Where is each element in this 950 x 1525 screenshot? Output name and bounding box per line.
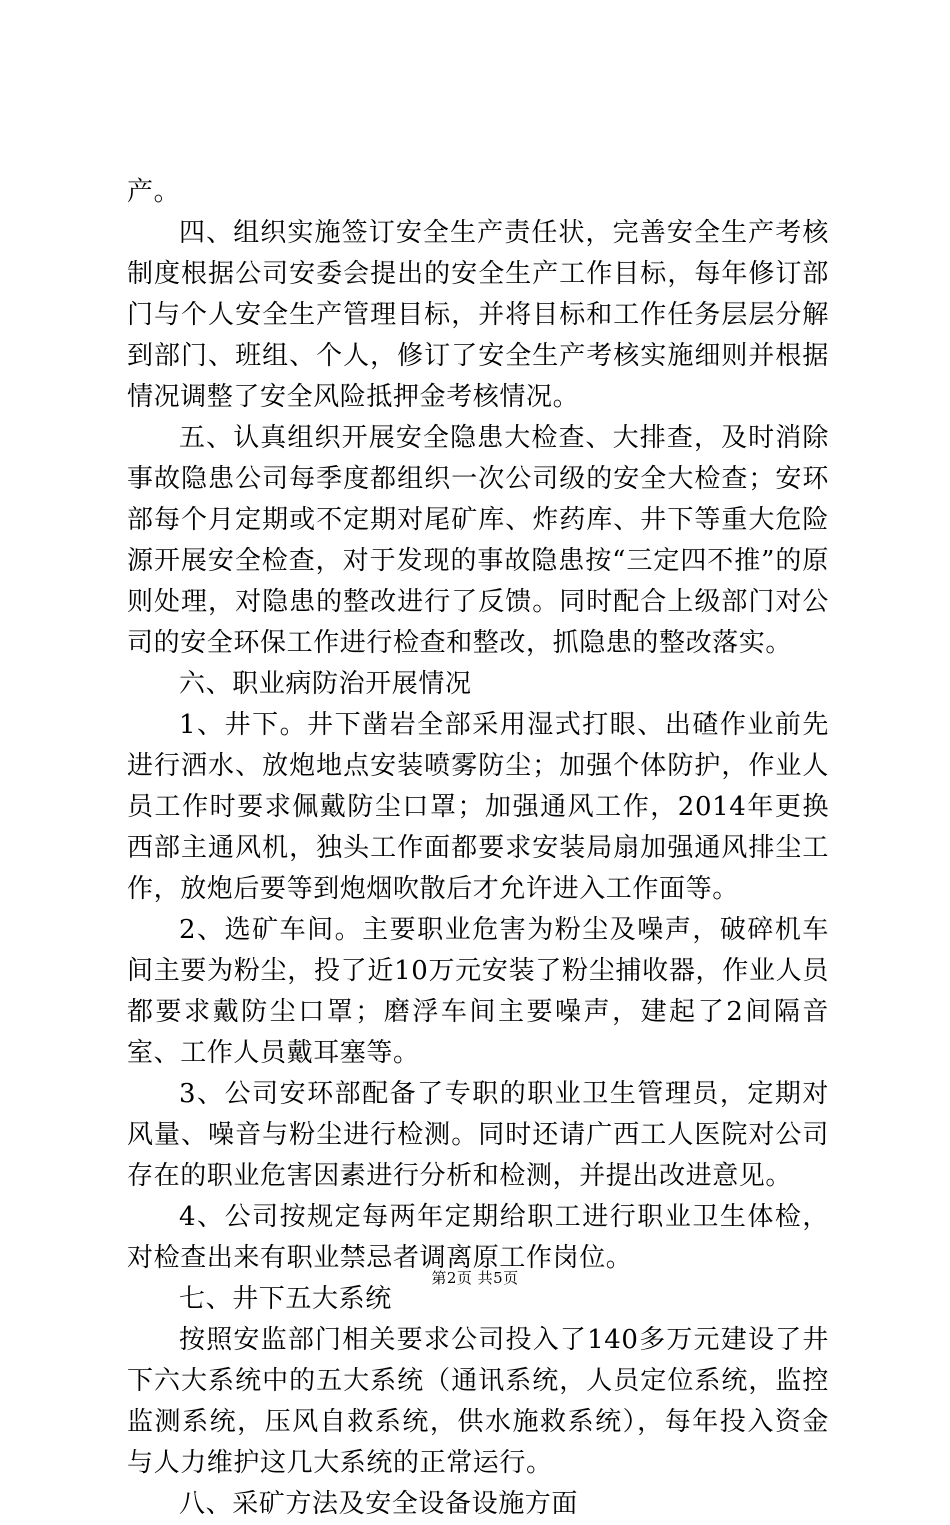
paragraph-item-2: 2、选矿车间。主要职业危害为粉尘及噪声，破碎机车间主要为粉尘，投了近10万元安装了粉尘捕收器，作业人员都要求戴防尘口罩；磨浮车间主要噪声，建起了2间隔音室、工作人员戴耳塞等。 <box>127 915 829 1068</box>
paragraph-item-4: 4、公司按规定每两年定期给职工进行职业卫生体检，对检查出来有职业禁忌者调离原工作岗位。 <box>127 1202 829 1273</box>
document-body <box>127 172 829 1525</box>
paragraph-item-3: 3、公司安环部配备了专职的职业卫生管理员，定期对风量、噪音与粉尘进行检测。同时还请广西工人医院对公司存在的职业危害因素进行分析和检测，并提出改进意见。 <box>127 1079 829 1191</box>
paragraph-section-5: 五、认真组织开展安全隐患大检查、大排查，及时消除事故隐患公司每季度都组织一次公司级的安全大检查；安环部每个月定期或不定期对尾矿库、炸药库、井下等重大危险源开展安全检查，对于发现的事故隐患按“三定四不推”的原则处理，对隐患的整改进行了反馈。同时配合上级部门对公司的安全环保工作进行检查和整改，抓隐患的整改落实。 <box>127 423 829 658</box>
paragraph-continuation: 产。 <box>127 177 181 207</box>
paragraph-item-1: 1、井下。井下凿岩全部采用湿式打眼、出碴作业前先进行洒水、放炮地点安装喷雾防尘；加强个体防护，作业人员工作时要求佩戴防尘口罩；加强通风工作，2014年更换西部主通风机，独头工作面都要求安装局扇加强通风排尘工作，放炮后要等到炮烟吹散后才允许进入工作面等。 <box>127 710 829 904</box>
heading-section-7: 七、井下五大系统 <box>179 1284 392 1314</box>
page-number-footer: 第2页 共5页 <box>431 1269 519 1287</box>
heading-section-6: 六、职业病防治开展情况 <box>179 669 472 699</box>
paragraph-section-7-body: 按照安监部门相关要求公司投入了140多万元建设了井下六大系统中的五大系统（通讯系统，人员定位系统，监控监测系统，压风自救系统，供水施救系统），每年投入资金与人力维护这几大系统的正常运行。 <box>127 1325 829 1478</box>
paragraph-section-4: 四、组织实施签订安全生产责任状，完善安全生产考核制度根据公司安委会提出的安全生产工作目标，每年修订部门与个人安全生产管理目标，并将目标和工作任务层层分解到部门、班组、个人，修订了安全生产考核实施细则并根据情况调整了安全风险抵押金考核情况。 <box>127 218 829 412</box>
heading-section-8: 八、采矿方法及安全设备设施方面 <box>179 1489 579 1519</box>
